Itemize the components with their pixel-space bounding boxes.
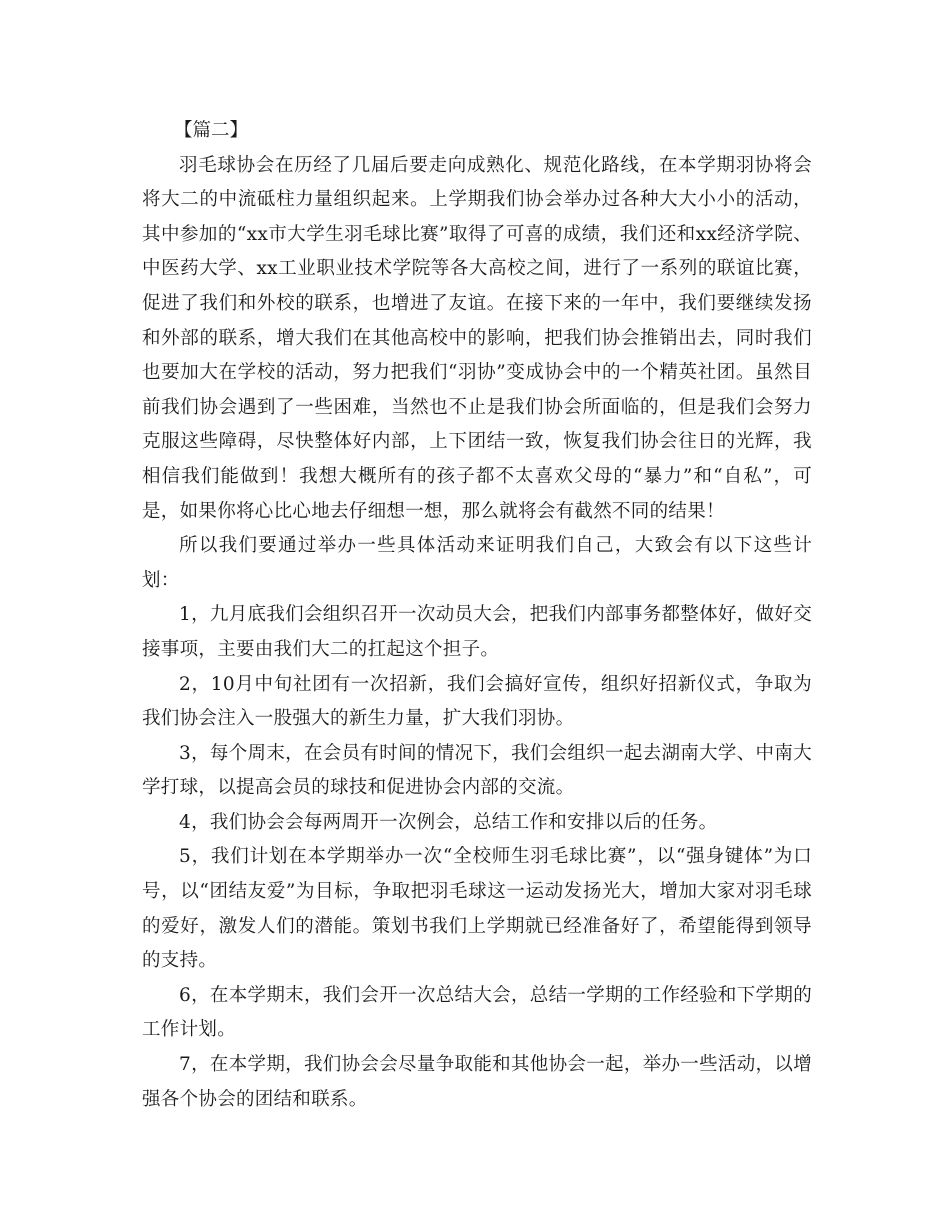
paragraph-plan-5: 5，我们计划在本学期举办一次“全校师生羽毛球比赛”，以“强身键体”为口号，以“团结友爱”为目标，争取把羽毛球这一运动发扬光大，增加大家对羽毛球的爱好，激发人们的潜能。策划书我们上学期就已经准备好了，希望能得到领导的支持。 [142,846,812,972]
paragraph-plan-2: 2，10月中旬社团有一次招新，我们会搞好宣传，组织好招新仪式，争取为我们协会注入一股强大的新生力量，扩大我们羽协。 [142,673,812,730]
section-heading: 【篇二】 [174,120,249,141]
paragraph-plan-1: 1，九月底我们会组织召开一次动员大会，把我们内部事务都整体好，做好交接事项，主要由我们大二的扛起这个担子。 [142,604,812,660]
paragraph-plan-4: 4，我们协会会每两周开一次例会，总结工作和安排以后的任务。 [179,811,718,833]
paragraph-plan-lead: 所以我们要通过举办一些具体活动来证明我们自己，大致会有以下这些计划： [142,535,812,591]
paragraph-intro: 羽毛球协会在历经了几届后要走向成熟化、规范化路线，在本学期羽协将会将大二的中流砥柱力量组织起来。上学期我们协会举办过各种大大小小的活动，其中参加的“xx市大学生羽毛球比赛”取得了可喜的成绩，我们还和xx经济学院、中医药大学、xx工业职业技术学院等各大高校之间，进行了一系列的联谊比赛，促进了我们和外校的联系，也增进了友谊。在接下来的一年中，我们要继续发扬和外部的联系，增大我们在其他高校中的影响，把我们协会推销出去，同时我们也要加大在学校的活动，努力把我们“羽协”变成协会中的一个精英社团。虽然目前我们协会遇到了一些困难，当然也不止是我们协会所面临的，但是我们会努力克服这些障碍，尽快整体好内部，上下团结一致，恢复我们协会往日的光辉，我相信我们能做到！我想大概所有的孩子都不太喜欢父母的“暴力”和“自私”，可是，如果你将心比心地去仔细想一想，那么就将会有截然不同的结果！ [142,154,812,522]
paragraph-plan-7: 7，在本学期，我们协会会尽量争取能和其他协会一起，举办一些活动，以增强各个协会的团结和联系。 [142,1054,812,1110]
paragraph-plan-6: 6，在本学期末，我们会开一次总结大会，总结一学期的工作经验和下学期的工作计划。 [142,984,812,1041]
document-body [142,114,812,1117]
paragraph-plan-3: 3，每个周末，在会员有时间的情况下，我们会组织一起去湖南大学、中南大学打球，以提高会员的球技和促进协会内部的交流。 [142,742,812,799]
